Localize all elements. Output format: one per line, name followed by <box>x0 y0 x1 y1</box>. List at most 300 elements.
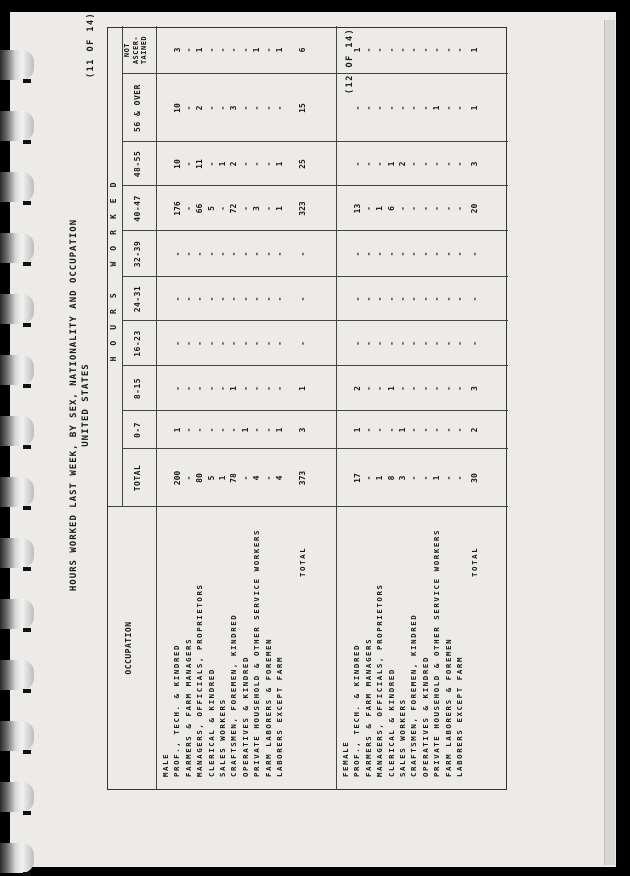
table-cell: - <box>172 341 182 346</box>
table-cell: - <box>420 296 430 302</box>
table-cell: 1 <box>172 427 182 433</box>
table-cell: - <box>398 47 408 53</box>
table-cell: - <box>240 206 250 211</box>
table-cell: - <box>386 47 396 53</box>
column-header-48-55: 48-55 <box>133 150 142 178</box>
female-column-0-7 <box>352 411 481 449</box>
table-cell: 17 <box>352 473 362 483</box>
table-cell: - <box>398 105 408 111</box>
table-cell: - <box>229 47 239 53</box>
table-cell: 3 <box>172 47 182 53</box>
table-cell: - <box>432 206 442 211</box>
total-cell: - <box>470 341 480 346</box>
table-cell: - <box>252 341 262 346</box>
table-cell: - <box>409 427 419 433</box>
table-cell: - <box>240 386 250 391</box>
occupation-list-male <box>160 529 309 777</box>
table-cell: - <box>352 251 362 257</box>
table-cell: - <box>386 341 396 346</box>
title-line-1: HOURS WORKED LAST WEEK, BY SEX, NATIONALITY AND OCCUPATION <box>69 218 79 592</box>
rotated-table-sheet <box>60 10 510 800</box>
male-column-total <box>172 449 309 507</box>
table-cell: - <box>409 475 419 481</box>
total-cell: 1 <box>470 105 480 111</box>
male-column-40-47 <box>172 186 309 231</box>
table-cell: 11 <box>195 159 205 169</box>
table-cell: - <box>443 47 453 53</box>
table-cell: - <box>218 386 228 391</box>
table-cell: - <box>172 296 182 302</box>
table-cell: - <box>183 296 193 302</box>
table-cell: - <box>363 251 373 257</box>
table-cell: - <box>218 105 228 111</box>
table-cell: - <box>386 427 396 433</box>
table-cell: - <box>455 427 465 433</box>
column-header-16-23: 16-23 <box>133 330 142 357</box>
table-cell: - <box>398 206 408 211</box>
table-cell: - <box>443 475 453 481</box>
table-cell: 200 <box>172 470 182 486</box>
table-cell: - <box>206 386 216 391</box>
table-cell: - <box>183 251 193 257</box>
total-cell: 2 <box>470 427 480 433</box>
table-cell: - <box>263 386 273 391</box>
table-cell: - <box>206 105 216 111</box>
total-cell: - <box>298 251 308 257</box>
table-cell: - <box>386 296 396 302</box>
female-column-total <box>352 449 481 507</box>
table-cell: - <box>229 296 239 302</box>
hours-worked-table <box>107 27 507 790</box>
column-header-0-7: 0-7 <box>133 422 142 438</box>
spiral-coil <box>0 782 34 812</box>
table-cell: 4 <box>275 475 285 481</box>
table-cell: - <box>240 105 250 111</box>
table-cell: - <box>432 161 442 167</box>
table-cell: - <box>195 251 205 257</box>
table-cell: - <box>352 161 362 167</box>
table-cell: - <box>386 251 396 257</box>
occupation-row-label: FARM LABORERS & FOREMEN <box>263 637 273 777</box>
table-cell: - <box>443 206 453 211</box>
table-cell: - <box>363 161 373 167</box>
table-cell: - <box>206 251 216 257</box>
table-gridline <box>336 26 337 789</box>
table-cell: - <box>420 251 430 257</box>
table-cell: - <box>240 161 250 167</box>
table-cell: - <box>263 427 273 433</box>
total-cell: - <box>298 341 308 346</box>
table-cell: - <box>420 427 430 433</box>
table-cell: - <box>218 296 228 302</box>
spiral-coil <box>0 294 34 324</box>
total-row-label: TOTAL <box>298 546 308 577</box>
spiral-coil <box>0 477 34 507</box>
total-cell: 1 <box>470 47 480 53</box>
total-cell: 20 <box>470 203 480 214</box>
table-cell: - <box>352 341 362 346</box>
spiral-coil <box>0 599 34 629</box>
total-cell: - <box>298 296 308 302</box>
table-cell: 1 <box>195 47 205 53</box>
table-cell: - <box>183 341 193 346</box>
table-cell: - <box>443 161 453 167</box>
table-cell: - <box>218 47 228 53</box>
table-cell: 1 <box>375 206 385 211</box>
table-cell: - <box>409 161 419 167</box>
table-cell: - <box>240 296 250 302</box>
occupation-row-label: OPERATIVES & KINDRED <box>420 656 430 777</box>
table-cell: - <box>432 296 442 302</box>
table-cell: - <box>398 296 408 302</box>
section-label: MALE <box>161 752 170 777</box>
column-header-not-ascertained: NOT ASCER- TAINED <box>123 35 148 65</box>
table-cell: 13 <box>352 203 362 214</box>
female-column-not-ascertained <box>352 26 481 74</box>
table-cell: - <box>420 105 430 111</box>
page-label-12: (12 OF 14) <box>345 27 355 94</box>
table-cell: - <box>375 161 385 167</box>
table-cell: - <box>363 296 373 302</box>
table-cell: - <box>183 47 193 53</box>
spiral-coil <box>0 50 34 80</box>
table-cell: - <box>263 47 273 53</box>
table-cell: - <box>352 296 362 302</box>
table-cell: - <box>375 251 385 257</box>
table-cell: - <box>218 251 228 257</box>
occupation-row-label: LABORERS EXCEPT FARM <box>275 656 285 777</box>
occupation-row-label: FARM LABORERS & FOREMEN <box>443 637 453 777</box>
table-cell: - <box>443 296 453 302</box>
table-cell: - <box>363 47 373 53</box>
table-cell: - <box>195 341 205 346</box>
table-cell: - <box>183 475 193 481</box>
table-cell: - <box>172 251 182 257</box>
table-cell: - <box>420 47 430 53</box>
table-cell: - <box>183 386 193 391</box>
table-cell: - <box>375 386 385 391</box>
table-cell: 2 <box>229 161 239 167</box>
male-column-not-ascertained <box>172 26 309 74</box>
total-cell: 6 <box>298 47 308 53</box>
table-cell: - <box>206 47 216 53</box>
table-cell: - <box>229 251 239 257</box>
spiral-coil <box>0 538 34 568</box>
female-column-8-15 <box>352 366 481 411</box>
table-gridline <box>122 26 123 507</box>
total-cell: 3 <box>470 386 480 391</box>
table-cell: 80 <box>195 473 205 483</box>
table-cell: - <box>206 161 216 167</box>
female-column-24-31 <box>352 277 481 321</box>
total-cell: 3 <box>470 161 480 167</box>
table-cell: - <box>206 341 216 346</box>
table-cell: - <box>455 105 465 111</box>
table-cell: 78 <box>229 473 239 483</box>
document-title <box>68 10 92 800</box>
occupation-row-label: CRAFTSMEN, FOREMEN, KINDRED <box>229 613 239 777</box>
table-cell: 1 <box>432 105 442 111</box>
table-cell: 10 <box>172 159 182 169</box>
title-line-2: UNITED STATES <box>81 363 91 447</box>
table-cell: 1 <box>275 206 285 211</box>
table-cell: - <box>420 341 430 346</box>
table-cell: - <box>195 296 205 302</box>
spiral-coil <box>0 355 34 385</box>
female-column-40-47 <box>352 186 481 231</box>
table-cell: - <box>420 206 430 211</box>
table-cell: - <box>455 296 465 302</box>
table-cell: - <box>443 251 453 257</box>
column-header-8-15: 8-15 <box>133 377 142 400</box>
occupation-header: OCCUPATION <box>124 621 133 675</box>
table-cell: - <box>432 386 442 391</box>
table-cell: - <box>409 47 419 53</box>
table-cell: - <box>218 427 228 433</box>
table-cell: - <box>183 206 193 211</box>
table-cell: - <box>432 251 442 257</box>
table-cell: - <box>263 251 273 257</box>
table-cell: 1 <box>275 427 285 433</box>
table-cell: - <box>240 47 250 53</box>
table-cell: 2 <box>195 105 205 111</box>
table-cell: - <box>218 341 228 346</box>
table-cell: - <box>275 105 285 111</box>
table-cell: 1 <box>229 386 239 391</box>
table-cell: 3 <box>229 105 239 111</box>
occupation-row-label: MANAGERS, OFFICIALS, PROPRIETORS <box>195 583 205 777</box>
total-cell: 15 <box>298 103 308 113</box>
table-cell: - <box>409 105 419 111</box>
male-column-56-over <box>172 74 309 142</box>
table-cell: 1 <box>352 47 362 53</box>
occupation-row-label: PROF., TECH. & KINDRED <box>352 643 362 777</box>
table-cell: - <box>455 475 465 481</box>
spiral-coil <box>0 660 34 690</box>
female-column-56-over <box>352 74 481 142</box>
table-cell: - <box>363 386 373 391</box>
occupation-row-label: PROF., TECH. & KINDRED <box>172 643 182 777</box>
hours-worked-super-header: HOURS WORKED <box>109 171 118 362</box>
table-cell: - <box>183 427 193 433</box>
occupation-row-label: CLERICAL & KINDRED <box>386 668 396 777</box>
occupation-row-label: OPERATIVES & KINDRED <box>240 656 250 777</box>
table-cell: 1 <box>252 47 262 53</box>
table-cell: - <box>275 386 285 391</box>
table-cell: - <box>455 251 465 257</box>
table-cell: - <box>252 296 262 302</box>
table-cell: - <box>409 386 419 391</box>
occupation-row-label: SALES WORKERS <box>218 698 228 777</box>
total-cell: 323 <box>298 201 308 216</box>
table-cell: - <box>240 475 250 481</box>
table-cell: 1 <box>352 427 362 433</box>
column-header-total: TOTAL <box>133 464 142 492</box>
table-cell: - <box>363 427 373 433</box>
total-cell: 30 <box>470 473 480 483</box>
table-cell: - <box>240 251 250 257</box>
occupation-row-label: MANAGERS, OFFICIALS, PROPRIETORS <box>375 583 385 777</box>
table-cell: - <box>455 206 465 211</box>
table-cell: - <box>252 427 262 433</box>
table-cell: - <box>206 427 216 433</box>
table-cell: 66 <box>195 203 205 214</box>
table-cell: - <box>275 341 285 346</box>
table-cell: - <box>263 206 273 211</box>
table-cell: - <box>183 161 193 167</box>
column-header-32-39: 32-39 <box>133 240 142 268</box>
occupation-row-label: PRIVATE HOUSEHOLD & OTHER SERVICE WORKERS <box>432 528 442 777</box>
occupation-row-label: FARMERS & FARM MANAGERS <box>363 637 373 777</box>
table-cell: - <box>443 386 453 391</box>
female-column-48-55 <box>352 142 481 186</box>
column-header-40-47: 40-47 <box>133 195 142 222</box>
table-cell: 1 <box>275 161 285 167</box>
table-cell: 1 <box>218 475 228 481</box>
table-cell: - <box>363 341 373 346</box>
table-cell: - <box>363 105 373 111</box>
table-cell: 1 <box>386 386 396 391</box>
total-cell: 373 <box>298 470 308 486</box>
male-column-48-55 <box>172 142 309 186</box>
table-cell: - <box>386 105 396 111</box>
table-cell: - <box>183 105 193 111</box>
table-cell: - <box>455 47 465 53</box>
section-label: FEMALE <box>341 740 350 777</box>
table-cell: - <box>443 341 453 346</box>
table-cell: - <box>409 296 419 302</box>
table-cell: 2 <box>352 386 362 391</box>
total-cell: 3 <box>298 427 308 433</box>
table-cell: - <box>263 105 273 111</box>
table-cell: 1 <box>398 427 408 433</box>
male-column-16-23 <box>172 321 309 366</box>
page-stack-edge <box>604 20 615 865</box>
table-cell: 1 <box>240 427 250 433</box>
table-cell: - <box>375 427 385 433</box>
table-cell: 1 <box>432 475 442 481</box>
total-row-label: TOTAL <box>470 546 480 577</box>
spiral-coil <box>0 843 34 873</box>
table-cell: - <box>455 161 465 167</box>
table-cell: 1 <box>275 47 285 53</box>
spiral-coil <box>0 416 34 446</box>
table-cell: 176 <box>172 201 182 216</box>
male-column-8-15 <box>172 366 309 411</box>
occupation-row-label: CRAFTSMEN, FOREMEN, KINDRED <box>409 613 419 777</box>
table-cell: - <box>352 105 362 111</box>
table-cell: - <box>398 251 408 257</box>
table-cell: - <box>195 386 205 391</box>
table-cell: - <box>218 206 228 211</box>
table-cell: - <box>275 251 285 257</box>
table-cell: 1 <box>218 161 228 167</box>
table-cell: - <box>263 296 273 302</box>
table-cell: 4 <box>252 475 262 481</box>
table-cell: - <box>252 161 262 167</box>
total-cell: 1 <box>298 386 308 391</box>
female-column-32-39 <box>352 231 481 277</box>
page-label-11: (11 OF 14) <box>86 11 96 78</box>
table-cell: - <box>375 296 385 302</box>
table-cell: 5 <box>206 475 216 481</box>
table-cell: - <box>375 47 385 53</box>
table-cell: - <box>409 341 419 346</box>
table-cell: - <box>229 427 239 433</box>
table-cell: 5 <box>206 206 216 211</box>
spiral-binding <box>0 0 36 875</box>
male-column-32-39 <box>172 231 309 277</box>
table-cell: - <box>229 341 239 346</box>
occupation-row-label: CLERICAL & KINDRED <box>206 668 216 777</box>
total-cell: - <box>470 296 480 302</box>
table-cell: - <box>455 386 465 391</box>
table-cell: - <box>252 105 262 111</box>
table-cell: 8 <box>386 475 396 481</box>
table-cell: - <box>420 475 430 481</box>
occupation-list-female <box>340 529 481 777</box>
table-cell: 72 <box>229 203 239 214</box>
occupation-row-label: FARMERS & FARM MANAGERS <box>183 637 193 777</box>
table-cell: - <box>420 161 430 167</box>
table-cell: - <box>409 251 419 257</box>
spiral-coil <box>0 233 34 263</box>
table-cell: 10 <box>172 103 182 113</box>
table-cell: - <box>252 386 262 391</box>
table-cell: - <box>240 341 250 346</box>
table-cell: - <box>252 251 262 257</box>
total-cell: - <box>470 251 480 257</box>
occupation-row-label: PRIVATE HOUSEHOLD & OTHER SERVICE WORKERS <box>252 528 262 777</box>
female-column-16-23 <box>352 321 481 366</box>
table-cell: - <box>443 427 453 433</box>
table-cell: - <box>432 427 442 433</box>
table-cell: 3 <box>252 206 262 211</box>
table-cell: 3 <box>398 475 408 481</box>
male-column-0-7 <box>172 411 309 449</box>
table-cell: - <box>363 475 373 481</box>
column-header-24-31: 24-31 <box>133 285 142 313</box>
table-cell: 2 <box>398 161 408 167</box>
table-cell: 1 <box>386 161 396 167</box>
table-cell: - <box>432 341 442 346</box>
table-cell: - <box>363 206 373 211</box>
table-cell: - <box>455 341 465 346</box>
column-header-56-over: 56 & OVER <box>133 84 142 132</box>
male-column-24-31 <box>172 277 309 321</box>
occupation-row-label: SALES WORKERS <box>398 698 408 777</box>
table-cell: 6 <box>386 206 396 211</box>
spiral-coil <box>0 111 34 141</box>
table-cell: - <box>206 296 216 302</box>
occupation-row-label: LABORERS EXCEPT FARM <box>455 656 465 777</box>
table-cell: - <box>443 105 453 111</box>
table-gridline <box>156 26 157 789</box>
spiral-coil <box>0 172 34 202</box>
table-cell: - <box>420 386 430 391</box>
table-cell: - <box>398 341 408 346</box>
table-cell: - <box>375 105 385 111</box>
table-cell: - <box>263 475 273 481</box>
table-cell: - <box>195 427 205 433</box>
table-cell: - <box>432 47 442 53</box>
table-cell: - <box>275 296 285 302</box>
table-cell: - <box>375 341 385 346</box>
table-cell: - <box>263 161 273 167</box>
table-cell: 1 <box>375 475 385 481</box>
total-cell: 25 <box>298 159 308 169</box>
table-cell: - <box>172 386 182 391</box>
